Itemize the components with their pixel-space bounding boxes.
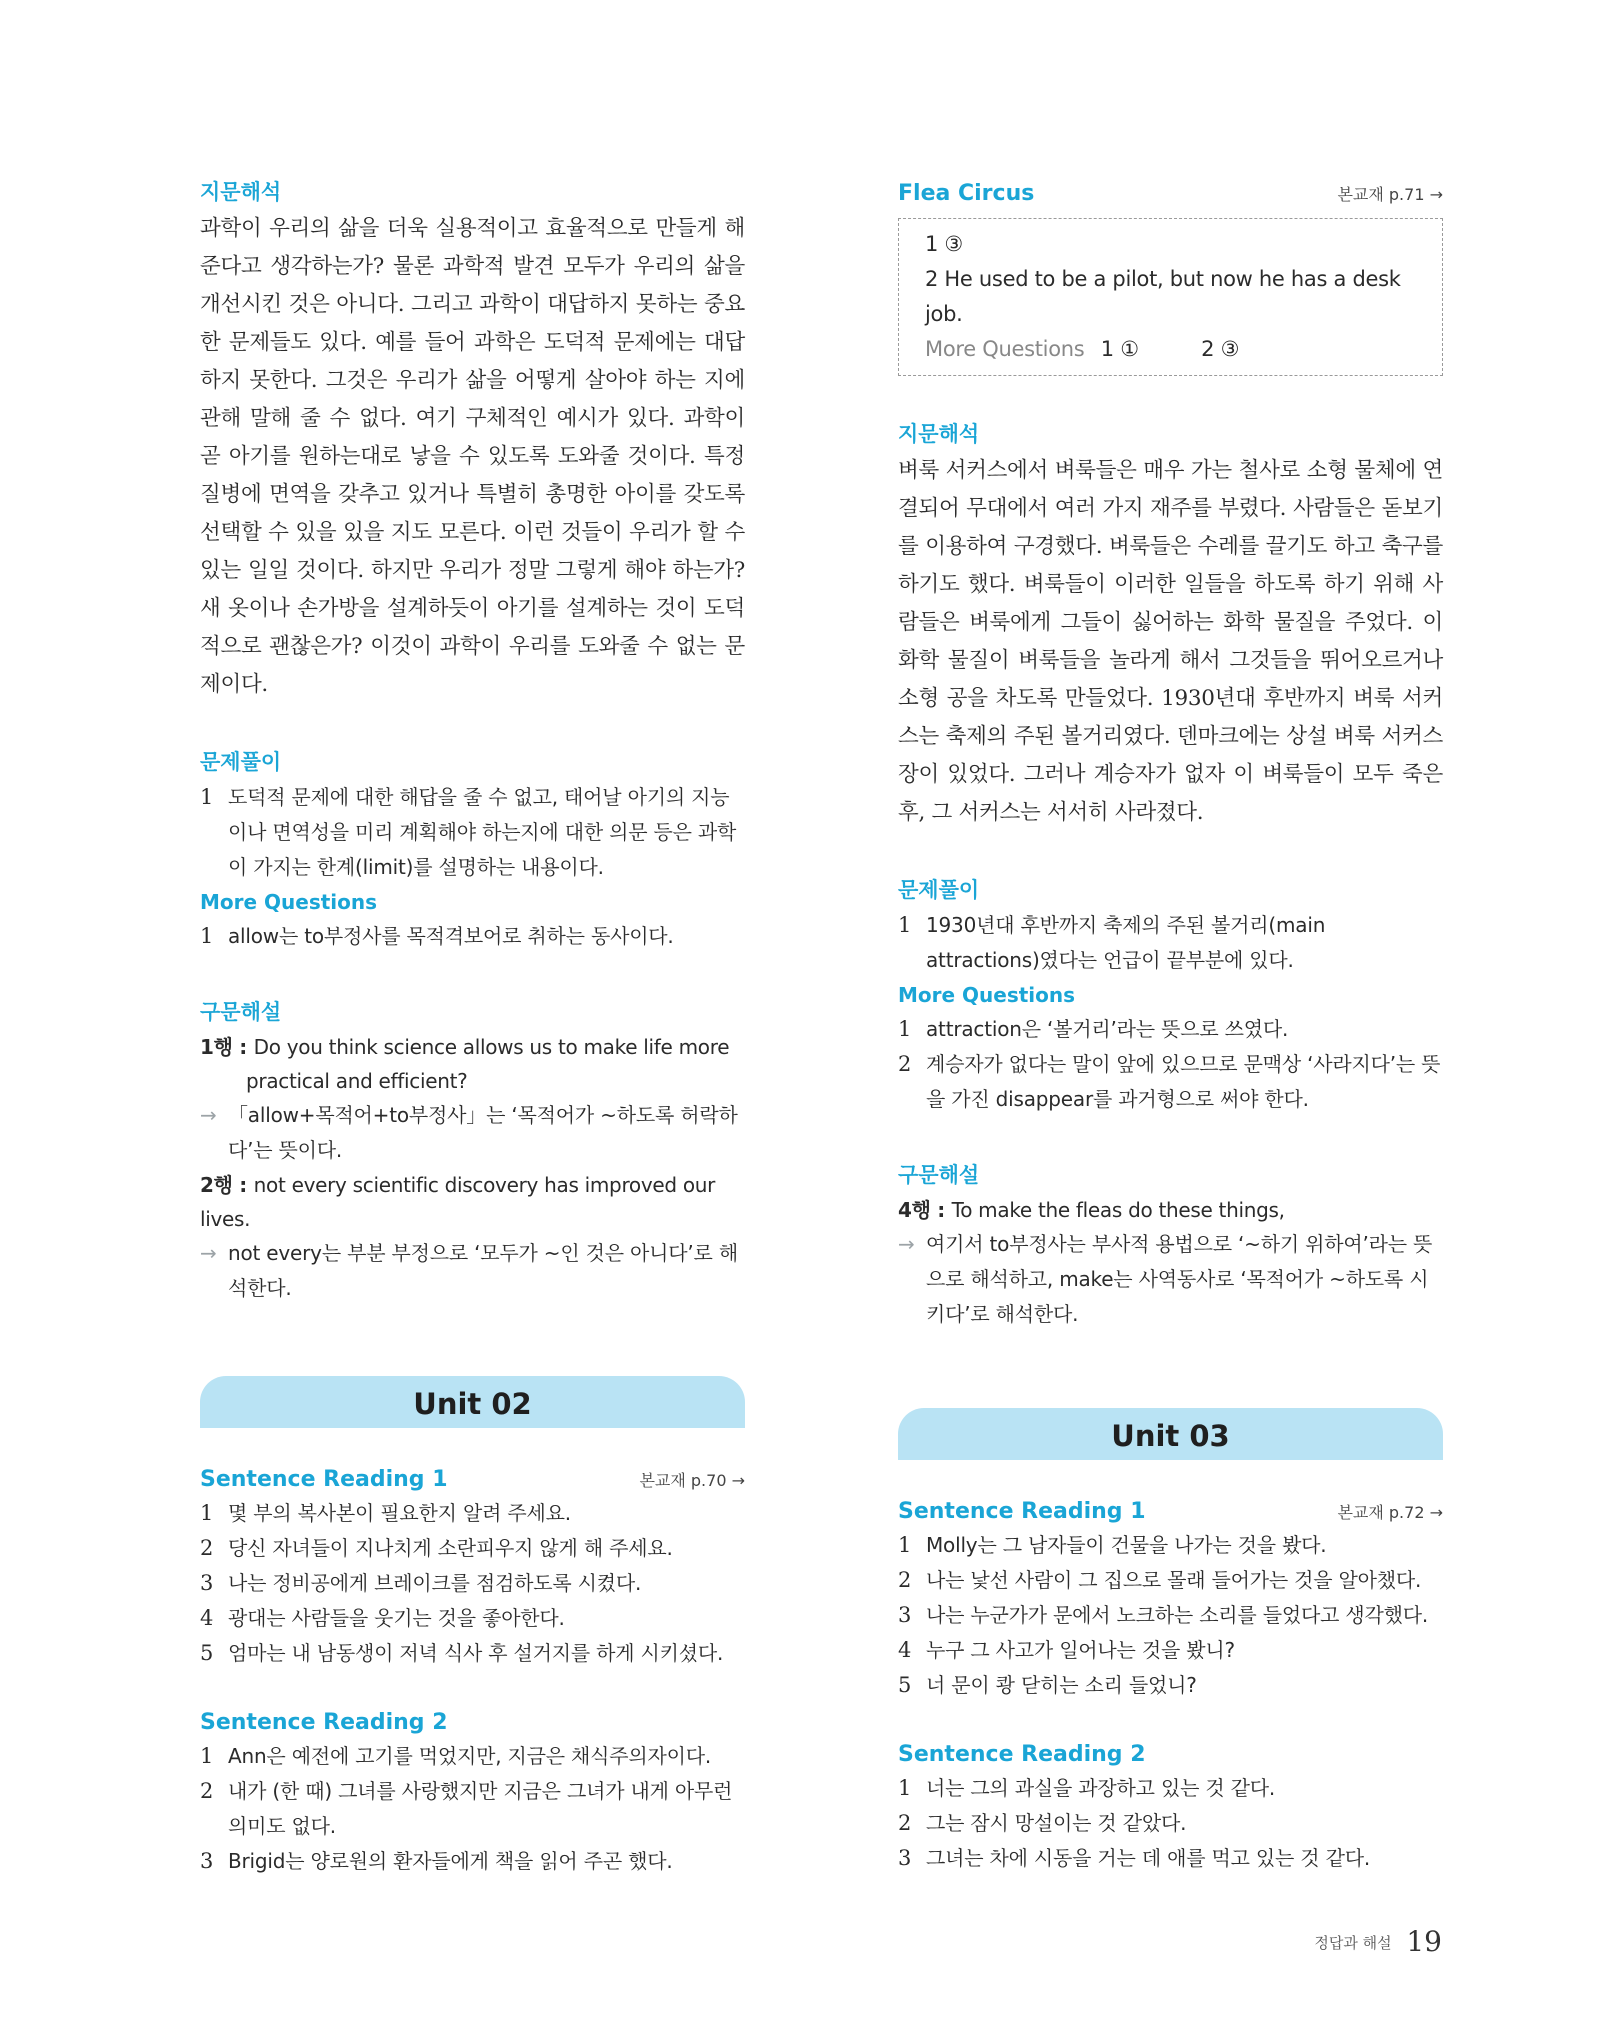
item-text: 계승자가 없다는 말이 앞에 있으므로 문맥상 ‘사라지다’는 뜻을 가진 disappear를 과거형으로 써야 한다. [926,1052,1441,1111]
sentence-list [200,1739,745,1879]
list-item [898,1598,1443,1633]
line-text: Do you think science allows us to make life more [253,1035,730,1059]
sentence-list [898,1528,1443,1703]
item-text: 당신 자녀들이 지나치게 소란피우지 않게 해 주세요. [228,1536,673,1560]
item-number: 4 [898,1638,912,1662]
problem-heading: 문제풀이 [898,878,980,902]
syntax-heading: 구문해설 [898,1163,980,1187]
answer-item [898,908,1443,978]
sentence-reading-title: Sentence Reading 1 [898,1499,1146,1524]
list-item [200,1531,745,1566]
syntax-line [200,1168,745,1236]
left-column [200,178,745,1879]
item-number: 1 [898,1776,912,1800]
arrow-icon: → [898,1232,915,1256]
page-reference: 본교재 p.71 → [1337,185,1443,204]
syntax-note [200,1098,745,1168]
translation-text: 과학이 우리의 삶을 더욱 실용적이고 효율적으로 만들게 해준다고 생각하는가? 물론 과학적 발견 모두가 우리의 삶을 개선시킨 것은 아니다. 그리고 과학이 대답하지 못하는 중요한 문제들도 있다. 예를 들어 과학은 도덕적 문제에는 대답하지 못한다. 그것은 우리가 삶을 어떻게 살아야 하는 지에 관해 말해 줄 수 없다. 여기 구체적인 예시가 있다. 과학이 곧 아기를 원하는대로 낳을 수 있도록 도와줄 것이다. 특정 질병에 면역을 갖추고 있거나 특별히 총명한 아이를 갖도록 선택할 수 있을 있을 지도 모른다. 이런 것들이 우리가 할 수 있는 일일 것이다. 하지만 우리가 정말 그렇게 해야 하는가? 새 옷이나 손가방을 설계하듯이 아기를 설계하는 것이 도덕적으로 괜찮은가? 이것이 과학이 우리를 도와줄 수 없는 문제이다. [200,216,745,697]
item-text: 나는 낯선 사람이 그 집으로 몰래 들어가는 것을 알아챘다. [926,1568,1422,1592]
syntax-heading: 구문해설 [200,1000,282,1024]
list-item [898,1633,1443,1668]
item-number: 3 [898,1846,912,1870]
sentence-reading-title: Sentence Reading 2 [200,1710,448,1735]
sentence-reading-header [200,1707,745,1739]
item-text: 나는 정비공에게 브레이크를 점검하도록 시켰다. [228,1571,642,1595]
sentence-reading-title: Sentence Reading 2 [898,1742,1146,1767]
sentence-reading-header [898,1496,1443,1528]
item-number: 2 [898,1052,912,1076]
item-text: 광대는 사람들을 웃기는 것을 좋아한다. [228,1606,565,1630]
item-number: 4 [200,1606,214,1630]
list-item [200,1636,745,1671]
right-column [898,178,1443,1876]
item-text: 너는 그의 과실을 과장하고 있는 것 같다. [926,1776,1276,1800]
more-answer-1: 1 ① [1100,337,1139,361]
answer-item [898,1047,1443,1117]
list-item [200,1844,745,1879]
item-number: 1 [898,1017,912,1041]
item-text: 너 문이 쾅 닫히는 소리 들었니? [926,1673,1197,1697]
item-text: 몇 부의 복사본이 필요한지 알려 주세요. [228,1501,571,1525]
syntax-note [200,1236,745,1306]
answer-item [898,1012,1443,1047]
page-number: 19 [1406,1925,1442,1958]
sentence-list [200,1496,745,1671]
line-label: 4행 : [898,1198,945,1222]
item-text: 그녀는 차에 시동을 거는 데 애를 먹고 있는 것 같다. [926,1846,1370,1870]
sentence-reading-header [200,1464,745,1496]
list-item [898,1841,1443,1876]
page-reference: 본교재 p.70 → [639,1471,745,1490]
item-number: 1 [200,785,214,809]
item-text: 도덕적 문제에 대한 해답을 줄 수 없고, 태어날 아기의 지능이나 면역성을 미리 계획해야 하는지에 대한 의문 등은 과학이 가지는 한계(limit)를 설명하는 내용이다. [228,785,737,879]
unit-banner [200,1376,745,1428]
item-text: 나는 누군가가 문에서 노크하는 소리를 들었다고 생각했다. [926,1603,1428,1627]
item-number: 3 [200,1849,214,1873]
item-text: allow는 to부정사를 목적격보어로 취하는 동사이다. [228,924,674,948]
item-number: 2 [200,1536,214,1560]
item-number: 2 [200,1779,214,1803]
line-label: 1행 : [200,1035,247,1059]
translation-heading: 지문해석 [898,422,980,446]
more-questions-heading: More Questions [898,983,1076,1007]
syntax-note [898,1227,1443,1332]
list-item [898,1563,1443,1598]
more-answer-2: 2 ③ [1201,337,1240,361]
more-questions-label: More Questions [925,337,1085,361]
item-number: 1 [898,913,912,937]
list-item [200,1739,745,1774]
line-label: 2행 : [200,1173,247,1197]
item-number: 3 [898,1603,912,1627]
item-text: 1930년대 후반까지 축제의 주된 볼거리(main attractions)였다는 언급이 끝부분에 있다. [926,913,1326,972]
item-number: 1 [200,924,214,948]
item-text: 그는 잠시 망설이는 것 같았다. [926,1811,1187,1835]
item-text: 엄마는 내 남동생이 저녁 식사 후 설거지를 하게 시키셨다. [228,1641,724,1665]
footer-label: 정답과 해설 [1314,1934,1392,1952]
item-number: 3 [200,1571,214,1595]
list-item [200,1496,745,1531]
arrow-icon: → [200,1241,217,1265]
item-text: 누구 그 사고가 일어나는 것을 봤니? [926,1638,1235,1662]
note-text: not every는 부분 부정으로 ‘모두가 ~인 것은 아니다’로 해석한다. [228,1241,738,1300]
page-reference: 본교재 p.72 → [1337,1503,1443,1522]
item-number: 1 [898,1533,912,1557]
item-text: Brigid는 양로원의 환자들에게 책을 읽어 주곤 했다. [228,1849,673,1873]
problem-heading: 문제풀이 [200,750,282,774]
item-number: 5 [200,1641,214,1665]
sentence-reading-title: Sentence Reading 1 [200,1467,448,1492]
syntax-line-cont [200,1064,745,1098]
sentence-reading-header [898,1739,1443,1771]
syntax-line [898,1193,1443,1227]
list-item [898,1771,1443,1806]
answer-2: 2 He used to be a pilot, but now he has a desk job. [925,267,1401,326]
list-item [898,1528,1443,1563]
translation-heading: 지문해석 [200,180,282,204]
passage-title: Flea Circus [898,181,1035,206]
item-number: 5 [898,1673,912,1697]
unit-title: Unit 03 [1111,1419,1230,1453]
syntax-line [200,1030,745,1064]
unit-banner [898,1408,1443,1460]
translation-text: 벼룩 서커스에서 벼룩들은 매우 가는 철사로 소형 물체에 연결되어 무대에서 여러 가지 재주를 부렸다. 사람들은 돋보기를 이용하여 구경했다. 벼룩들은 수레를 끌기도 하고 축구를 하기도 했다. 벼룩들이 이러한 일들을 하도록 하기 위해 사람들은 벼룩에게 그들이 싫어하는 화학 물질을 주었다. 이 화학 물질이 벼룩들을 놀라게 해서 그것들을 뛰어오르거나 소형 공을 차도록 만들었다. 1930년대 후반까지 벼룩 서커스는 축제의 주된 볼거리였다. 덴마크에는 상설 벼룩 서커스장이 있었다. 그러나 계승자가 없자 이 벼룩들이 모두 죽은 후, 그 서커스는 서서히 사라졌다. [898,458,1443,825]
item-number: 2 [898,1811,912,1835]
item-text: Ann은 예전에 고기를 먹었지만, 지금은 채식주의자이다. [228,1744,712,1768]
passage-header [898,178,1443,210]
more-questions-heading: More Questions [200,890,378,914]
item-text: Molly는 그 남자들이 건물을 나가는 것을 봤다. [926,1533,1327,1557]
list-item [898,1668,1443,1703]
answer-1: 1 ③ [925,232,963,256]
line-text: To make the fleas do these things, [951,1198,1285,1222]
note-text: 여기서 to부정사는 부사적 용법으로 ‘~하기 위하여’라는 뜻으로 해석하고, make는 사역동사로 ‘목적어가 ~하도록 시키다’로 해석한다. [926,1232,1433,1326]
item-number: 1 [200,1744,214,1768]
item-number: 2 [898,1568,912,1592]
answer-item [200,919,745,954]
unit-title: Unit 02 [413,1387,532,1421]
arrow-icon: → [200,1103,217,1127]
list-item [200,1601,745,1636]
list-item [898,1806,1443,1841]
note-text: 「allow+목적어+to부정사」는 ‘목적어가 ~하도록 허락하다’는 뜻이다. [228,1103,738,1162]
list-item [200,1774,745,1844]
line-text: practical and efficient? [246,1069,468,1093]
item-text: 내가 (한 때) 그녀를 사랑했지만 지금은 그녀가 내게 아무런 의미도 없다. [228,1779,733,1838]
answer-item [200,780,745,885]
item-text: attraction은 ‘볼거리’라는 뜻으로 쓰였다. [926,1017,1289,1041]
page-footer [1314,1925,1442,1958]
answer-box [898,218,1443,376]
list-item [200,1566,745,1601]
line-text: not every scientific discovery has improved our lives. [200,1173,716,1231]
item-number: 1 [200,1501,214,1525]
more-questions-answers [925,332,1420,367]
sentence-list [898,1771,1443,1876]
